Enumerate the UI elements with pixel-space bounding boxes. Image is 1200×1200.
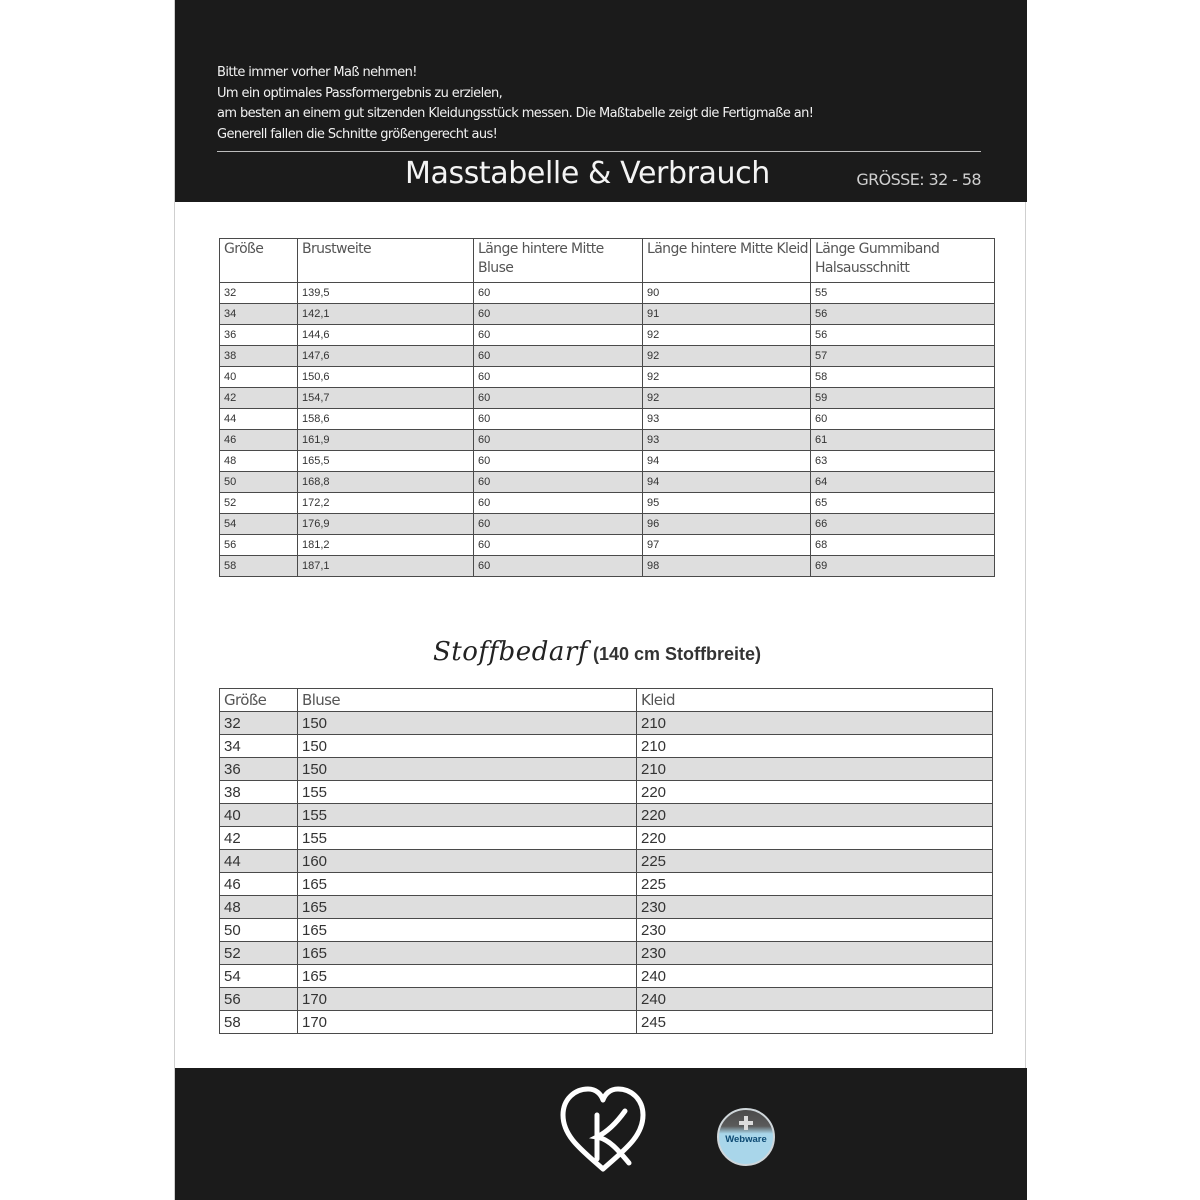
table-cell: 150 [298,712,637,735]
table-row [220,325,995,346]
table-cell: 58 [220,556,298,577]
table-cell: 98 [643,556,811,577]
table-cell: 92 [643,367,811,388]
table-cell: 60 [474,493,643,514]
table-cell: 165 [298,942,637,965]
table-header-row [220,239,995,283]
size-range-label: GRÖSSE: 32 - 58 [856,170,981,189]
table-cell: 165 [298,896,637,919]
table-cell: 155 [298,781,637,804]
table-cell: 46 [220,873,298,896]
column-header: Länge hintere Mitte Bluse [474,239,643,283]
table-row [220,965,993,988]
table-cell: 94 [643,451,811,472]
table-cell: 42 [220,388,298,409]
table-cell: 181,2 [298,535,474,556]
table-cell: 68 [811,535,995,556]
table-cell: 210 [637,712,993,735]
table-cell: 165 [298,919,637,942]
table-row [220,451,995,472]
column-header: Länge Gummiband Halsausschnitt [811,239,995,283]
fabric-table [219,688,993,1034]
table-cell: 93 [643,409,811,430]
heart-k-logo-graphic [555,1081,651,1177]
table-cell: 36 [220,758,298,781]
table-cell: 60 [474,367,643,388]
table-cell: 155 [298,804,637,827]
table-cell: 38 [220,346,298,367]
table-row [220,896,993,919]
fabric-title-script: Stoffbedarf [433,637,588,667]
table-row [220,388,995,409]
table-cell: 32 [220,283,298,304]
table-cell: 46 [220,430,298,451]
table-cell: 150 [298,735,637,758]
fabric-title-note: (140 cm Stoffbreite) [592,644,762,664]
measurement-table-body [220,283,995,577]
table-cell: 154,7 [298,388,474,409]
table-cell: 94 [643,472,811,493]
size-chart-page [174,0,1026,1200]
table-cell: 36 [220,325,298,346]
table-row [220,781,993,804]
table-row [220,367,995,388]
table-cell: 60 [474,451,643,472]
table-cell: 161,9 [298,430,474,451]
table-cell: 60 [474,409,643,430]
column-header: Größe [220,689,298,712]
intro-text [217,63,987,145]
table-cell: 176,9 [298,514,474,535]
table-row [220,535,995,556]
table-cell: 170 [298,1011,637,1034]
table-cell: 42 [220,827,298,850]
table-cell: 40 [220,367,298,388]
table-cell: 56 [811,325,995,346]
table-row [220,493,995,514]
table-cell: 44 [220,850,298,873]
table-cell: 54 [220,514,298,535]
table-cell: 60 [474,325,643,346]
table-row [220,304,995,325]
intro-line: am besten an einem gut sitzenden Kleidungsstück messen. Die Maßtabelle zeigt die Fertigmaße an! [217,106,814,121]
table-cell: 160 [298,850,637,873]
table-row [220,758,993,781]
column-header: Brustweite [298,239,474,283]
table-cell: 54 [220,965,298,988]
table-cell: 52 [220,942,298,965]
table-cell: 40 [220,804,298,827]
table-cell: 34 [220,735,298,758]
table-cell: 58 [811,367,995,388]
table-cell: 32 [220,712,298,735]
footer-band [175,1068,1027,1200]
column-header: Länge hintere Mitte Kleid [643,239,811,283]
table-cell: 147,6 [298,346,474,367]
header-band [175,0,1027,202]
table-cell: 50 [220,919,298,942]
table-row [220,988,993,1011]
table-cell: 56 [811,304,995,325]
table-cell: 139,5 [298,283,474,304]
table-cell: 168,8 [298,472,474,493]
table-cell: 64 [811,472,995,493]
table-header-row [220,689,993,712]
table-row [220,873,993,896]
table-cell: 55 [811,283,995,304]
table-cell: 93 [643,430,811,451]
table-cell: 225 [637,850,993,873]
intro-line: Generell fallen die Schnitte größengerecht aus! [217,126,498,142]
table-cell: 52 [220,493,298,514]
table-cell: 69 [811,556,995,577]
table-cell: 210 [637,758,993,781]
table-row [220,712,993,735]
table-cell: 225 [637,873,993,896]
table-cell: 50 [220,472,298,493]
table-cell: 61 [811,430,995,451]
table-cell: 60 [474,556,643,577]
table-cell: 65 [811,493,995,514]
table-cell: 158,6 [298,409,474,430]
table-cell: 95 [643,493,811,514]
table-cell: 240 [637,965,993,988]
table-row [220,430,995,451]
table-row [220,514,995,535]
table-cell: 56 [220,535,298,556]
page-title: Masstabelle & Verbrauch [405,156,770,191]
table-cell: 60 [474,346,643,367]
table-cell: 172,2 [298,493,474,514]
table-cell: 91 [643,304,811,325]
table-cell: 48 [220,451,298,472]
table-cell: 48 [220,896,298,919]
intro-line: Um ein optimales Passformergebnis zu erzielen, [217,85,503,101]
table-row [220,1011,993,1034]
fabric-table-body [220,712,993,1034]
table-cell: 230 [637,919,993,942]
table-cell: 60 [474,283,643,304]
table-row [220,735,993,758]
table-cell: 97 [643,535,811,556]
table-row [220,556,995,577]
table-cell: 142,1 [298,304,474,325]
table-cell: 44 [220,409,298,430]
table-cell: 165 [298,873,637,896]
table-cell: 60 [474,514,643,535]
table-row [220,942,993,965]
table-cell: 245 [637,1011,993,1034]
table-cell: 60 [474,388,643,409]
table-cell: 220 [637,804,993,827]
table-cell: 56 [220,988,298,1011]
header-divider [217,151,981,152]
table-cell: 60 [474,472,643,493]
table-cell: 165,5 [298,451,474,472]
table-cell: 92 [643,388,811,409]
intro-line: Bitte immer vorher Maß nehmen! [217,65,417,80]
table-row [220,472,995,493]
table-cell: 38 [220,781,298,804]
column-header: Bluse [298,689,637,712]
badge-label: Webware [725,1134,767,1145]
table-cell: 92 [643,346,811,367]
table-cell: 90 [643,283,811,304]
column-header: Größe [220,239,298,283]
table-cell: 170 [298,988,637,1011]
table-row [220,346,995,367]
table-row [220,919,993,942]
table-row [220,409,995,430]
table-cell: 230 [637,896,993,919]
table-cell: 92 [643,325,811,346]
table-cell: 58 [220,1011,298,1034]
table-cell: 60 [474,535,643,556]
table-cell: 150,6 [298,367,474,388]
table-cell: 60 [811,409,995,430]
table-cell: 240 [637,988,993,1011]
table-cell: 60 [474,304,643,325]
fabric-section-title [433,637,761,667]
table-cell: 96 [643,514,811,535]
table-row [220,283,995,304]
table-cell: 66 [811,514,995,535]
table-cell: 63 [811,451,995,472]
table-cell: 230 [637,942,993,965]
table-cell: 144,6 [298,325,474,346]
heart-k-logo-icon [555,1081,651,1177]
table-cell: 150 [298,758,637,781]
table-cell: 210 [637,735,993,758]
table-row [220,850,993,873]
table-cell: 34 [220,304,298,325]
plus-icon [739,1116,753,1130]
table-cell: 60 [474,430,643,451]
table-cell: 59 [811,388,995,409]
table-cell: 165 [298,965,637,988]
table-cell: 57 [811,346,995,367]
table-cell: 220 [637,827,993,850]
measurement-table [219,238,995,577]
table-cell: 220 [637,781,993,804]
table-row [220,804,993,827]
table-cell: 187,1 [298,556,474,577]
column-header: Kleid [637,689,993,712]
table-row [220,827,993,850]
table-cell: 155 [298,827,637,850]
webware-badge [717,1108,775,1166]
